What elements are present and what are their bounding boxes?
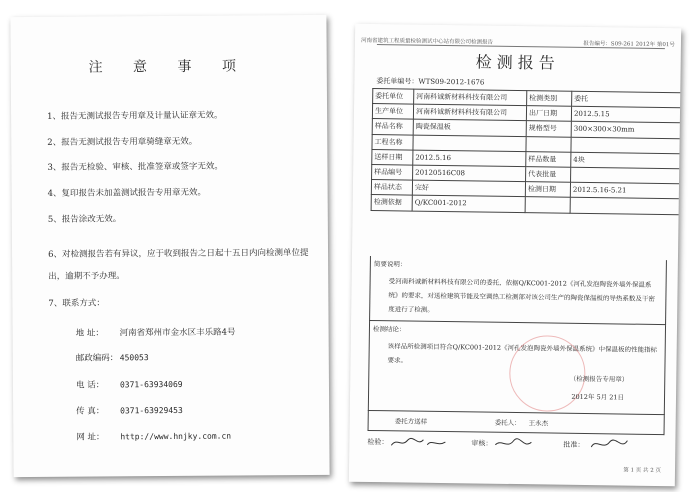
page-footer: 第 1 页 共 2 页: [623, 467, 662, 475]
report-field-value: [571, 167, 682, 184]
report-field-label: 检测类别: [527, 91, 572, 107]
report-field-value: 河南科诚新材料科技有限公司: [414, 89, 527, 106]
report-field-label: 样品状态: [371, 180, 412, 196]
report-field-value: [570, 198, 681, 215]
report-field-label: 委托单位: [373, 88, 414, 104]
notice-item-1: 1、报告无测试报告专用章及计量认证章无效。: [47, 110, 223, 122]
contact-zip: [76, 351, 149, 364]
contact-phone: [76, 378, 183, 391]
report-field-value: 委托: [572, 91, 682, 108]
report-field-value: 4块: [571, 152, 681, 169]
conclusion-label: 检测结论：: [372, 325, 406, 334]
reviewer-signature-scribble: [493, 437, 533, 452]
fax-label: 传 真：: [76, 406, 105, 417]
header-org: 河南省建筑工程质量检验测试中心站有限公司检测报告: [360, 37, 494, 46]
phone-label: 电 话：: [75, 380, 105, 391]
inspector-signature: [389, 435, 449, 453]
test-report-page: [349, 24, 681, 487]
phone-value: 0371-63934069: [119, 379, 183, 390]
report-field-label: 工程名称: [372, 134, 413, 150]
inspector-signature-scribble: [389, 435, 449, 450]
web-label: 网 址：: [76, 432, 105, 443]
notice-item-7: 7、联系方式：: [48, 298, 105, 309]
web-value: http://www.hnjky.com.cn: [120, 431, 232, 442]
notice-item-2: 2、报告无测试报告专用章骑缝章无效。: [47, 136, 198, 148]
agent-name: 王永杰: [528, 419, 549, 428]
client-label: 委托方送样: [394, 417, 428, 426]
header-report-no: 报告编号：S09-261 2012年 第01号: [583, 40, 675, 49]
report-title: 检测报告: [475, 52, 560, 73]
reviewer-label: 审核：: [471, 439, 493, 448]
inspector-label: 检验：: [367, 437, 389, 447]
brief-text: 受河南科诚新材料科技有限公司的委托，依据Q/KC001-2012《河孔发泡陶瓷外墙外保温系统》的要求，对送检建筑节能及空调热工检测部对该公司生产的陶瓷保温板的导热系数及干密度进行了检测。: [388, 277, 655, 314]
report-field-label: 规格型号: [526, 121, 571, 137]
report-field-label: 样品数量: [526, 151, 571, 167]
contact-web: [76, 430, 231, 443]
report-field-label: 检测依据: [371, 195, 412, 211]
agent-label: 委托人：: [494, 418, 521, 428]
report-field-label: 生产单位: [372, 104, 413, 120]
report-field-value: 2012.5.15: [571, 106, 681, 123]
seal-caption: （检测报告专用章）: [569, 374, 629, 384]
report-field-value: [413, 135, 526, 152]
contact-fax: [76, 404, 183, 417]
reviewer-signature: [493, 437, 533, 454]
report-field-value: 20120516C08: [413, 165, 526, 182]
seal-date: 2012年 5月 21日: [571, 392, 625, 402]
report-info-table: [371, 88, 682, 215]
conclusion-section: [368, 321, 666, 415]
report-field-label: [525, 197, 570, 213]
notice-item-6: 6、对检测报告若有异议，应于收到报告之日起十五日内向检测单位提出，逾期不予办理。: [48, 248, 309, 282]
notice-title: 注 意 事 项: [88, 58, 249, 76]
report-field-value: 陶瓷保温板: [413, 119, 526, 136]
report-field-label: 出厂日期: [526, 106, 571, 122]
zip-value: 450053: [119, 353, 149, 363]
signature-row: [367, 437, 664, 449]
approver-signature: [589, 436, 629, 455]
report-field-label: [526, 136, 571, 152]
report-field-label: 代表批量: [526, 167, 571, 183]
conclusion-text: 该样品所检测项目符合Q/KC001-2012《河孔发泡陶瓷外墙外保温系统》中保温板的性能指标要求。: [387, 342, 658, 365]
report-field-value: Q/KC001-2012: [412, 195, 525, 212]
report-field-value: 完好: [412, 180, 525, 197]
report-field-value: 300×300×30mm: [571, 122, 681, 139]
report-field-label: 样品编号: [372, 164, 413, 180]
notice-item-5: 5、报告涂改无效。: [47, 214, 122, 225]
notice-page: [10, 15, 329, 477]
address-value: 河南省郑州市金水区丰乐路4号: [119, 327, 236, 339]
notice-item-3: 3、报告无检验、审核、批准签章或签字无效。: [47, 161, 223, 173]
report-field-value: 河南科诚新材料科技有限公司: [413, 104, 526, 121]
approver-signature-scribble: [589, 436, 629, 453]
report-field-value: 2012.5.16-5.21: [570, 182, 681, 199]
zip-label: 邮政编码：: [75, 353, 119, 364]
client-section: [368, 411, 665, 435]
report-field-value: 2012.5.16: [413, 150, 526, 167]
report-field-value: [571, 137, 681, 154]
report-field-label: 检测日期: [525, 182, 570, 198]
report-field-label: 样品名称: [372, 119, 413, 135]
report-table-row: [371, 195, 681, 215]
commission-number: 委托单编号：WTS09-2012-1676: [376, 77, 485, 87]
notice-item-4: 4、复印报告未加盖测试报告专用章无效。: [47, 187, 207, 199]
approver-label: 批准：: [563, 440, 585, 449]
address-label: 地 址：: [75, 328, 104, 339]
fax-value: 0371-63929453: [120, 405, 183, 416]
brief-section: [369, 256, 667, 325]
brief-label: 简要说明：: [373, 260, 407, 269]
contact-address: [76, 326, 236, 339]
report-field-label: 送样日期: [372, 149, 413, 165]
